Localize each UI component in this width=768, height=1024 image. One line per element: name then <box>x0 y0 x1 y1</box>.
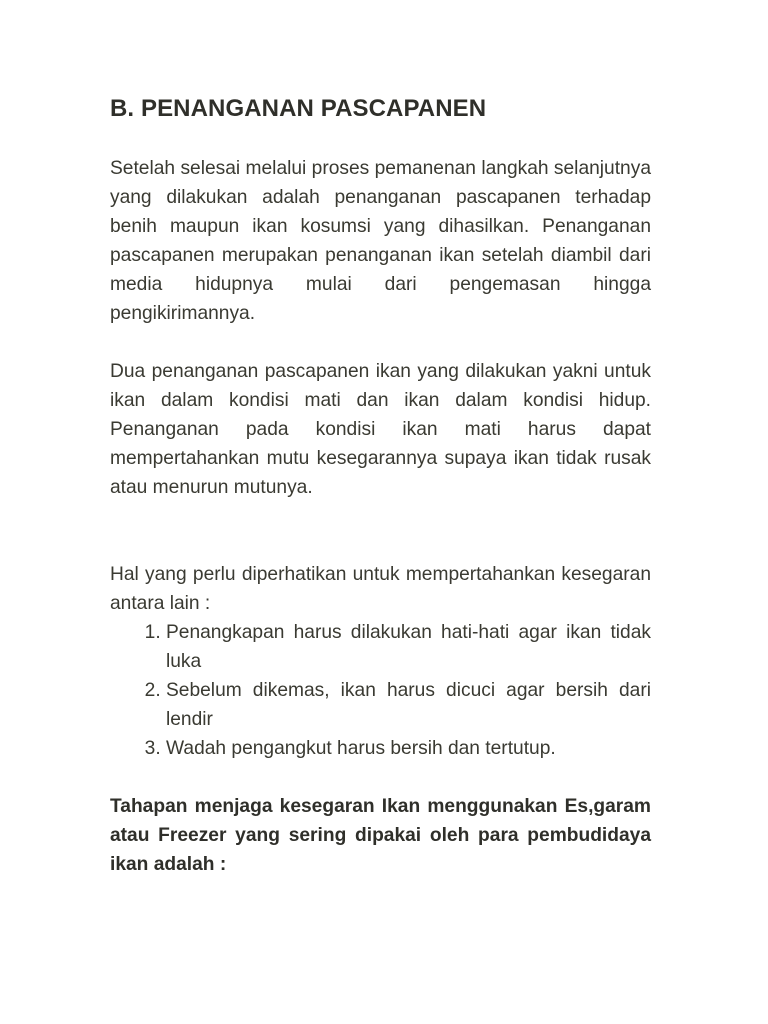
paragraph-freshness-stages: Tahapan menjaga kesegaran Ikan menggunakan Es,garam atau Freezer yang sering dipakai oleh para pembudidaya ikan adalah : <box>110 796 651 875</box>
list-item: 1. Penangkapan harus dilakukan hati-hati agar ikan tidak luka <box>166 618 651 676</box>
list-item: 3. Wadah pengangkut harus bersih dan tertutup. <box>166 734 651 763</box>
paragraph-intro: Setelah selesai melalui proses pemanenan langkah selanjutnya yang dilakukan adalah penanganan pascapanen terhadap benih maupun ikan kosumsi yang dihasilkan. Penanganan pascapanen merupakan penanganan ikan setelah diambil dari media hidupnya mulai dari pengemasan hingga pengikirimannya. <box>110 158 651 324</box>
list-item: 2. Sebelum dikemas, ikan harus dicuci agar bersih dari lendir <box>166 676 651 734</box>
paragraph-freshness-intro: Hal yang perlu diperhatikan untuk mempertahankan kesegaran antara lain : <box>110 564 651 614</box>
document-content <box>110 92 651 879</box>
paragraph-handling-types: Dua penanganan pascapanen ikan yang dilakukan yakni untuk ikan dalam kondisi mati dan ikan dalam kondisi hidup. Penanganan pada kondisi ikan mati harus dapat mempertahankan mutu kesegarannya supaya ikan tidak rusak atau menurun mutunya. <box>110 361 651 498</box>
freshness-list <box>110 618 651 763</box>
section-heading: B. PENANGANAN PASCAPANEN <box>110 95 487 122</box>
